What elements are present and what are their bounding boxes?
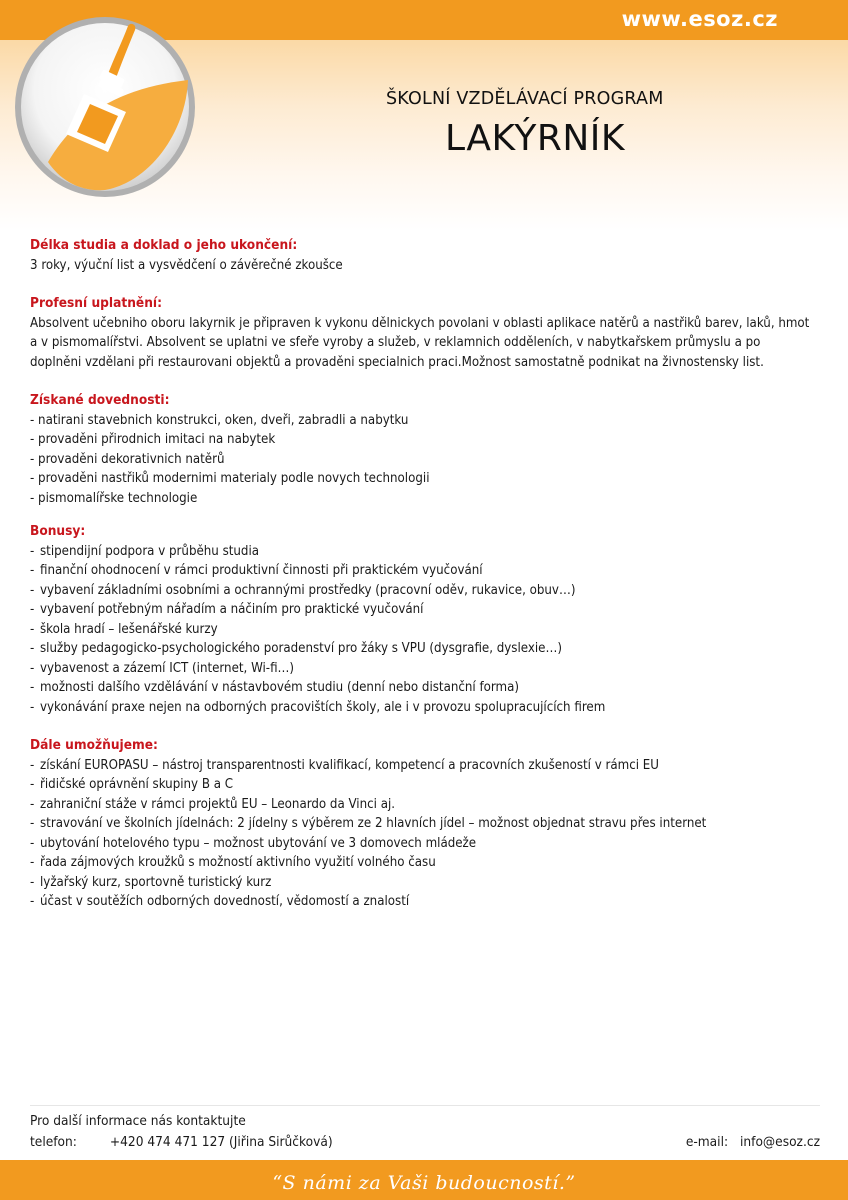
list-item: - služby pedagogicko-psychologického poradenství pro žáky s VPU (dysgrafie, dyslexie…)	[30, 641, 562, 656]
contact-heading: Pro další informace nás kontaktujte	[30, 1113, 246, 1129]
bonuses-heading: Bonusy:	[30, 523, 86, 539]
list-item: - účast v soutěžích odborných dovedností, vědomostí a znalostí	[30, 894, 410, 909]
duration-heading: Délka studia a doklad o jeho ukončení:	[30, 237, 298, 253]
footer-divider	[30, 1105, 820, 1106]
bonuses-list	[30, 542, 810, 718]
phone-value[interactable]: +420 474 471 127 (Jiřina Sirůčková)	[109, 1134, 333, 1150]
list-item: - provaděni dekorativnich natěrů	[30, 451, 225, 467]
list-item: - ubytování hotelového typu – možnost ubytování ve 3 domovech mládeže	[30, 835, 477, 851]
skills-list	[30, 411, 810, 509]
list-item: - vykonávání praxe nejen na odborných pracovištích školy, ale i v provozu spolupracujících firem	[30, 699, 606, 715]
list-item: - vybavení potřebným nářadím a náčiním pro praktické vyučování	[30, 602, 424, 617]
website-link[interactable]: www.esoz.cz	[621, 7, 778, 31]
list-item: - vybavení základními osobními a ochrannými prostředky (pracovní oděv, rukavice, obuv…)	[30, 582, 576, 598]
paintbrush-icon	[10, 12, 200, 202]
list-item: - pismomalířske technologie	[30, 490, 198, 506]
list-item: - lyžařský kurz, sportovně turistický kurz	[30, 874, 272, 890]
list-item: - stipendijní podpora v průběhu studia	[30, 543, 260, 559]
email-row	[686, 1134, 820, 1150]
more-list	[30, 756, 810, 912]
career-text: Absolvent učebniho oboru lakyrnik je připraven k vykonu dělnickych povolani v oblasti aplikace natěrů a nastřiků barev, laků, hmot a v pismomalířstvi. Absolvent se uplatni ve sfeře vyroby a služeb, v reklamnich odděleních, v nabytkařskem průmyslu a po doplněni vzdělani při restaurovani objektů a provaděni specialnich praci.Možnost samostatně podnikat na živnostensky list.	[30, 315, 810, 370]
list-item: - řidičské oprávnění skupiny B a C	[30, 777, 234, 792]
career-heading: Profesní uplatnění:	[30, 295, 162, 311]
email-label: e-mail:	[685, 1134, 729, 1150]
list-item: - provaděni nastřiků modernimi materialy podle novych technologii	[30, 471, 430, 486]
more-heading: Dále umožňujeme:	[30, 737, 158, 753]
slogan: “S námi za Vaši budoucností.”	[272, 1172, 576, 1194]
list-item: - vybavenost a zázemí ICT (internet, Wi-fi…)	[30, 660, 295, 676]
page-title: LAKÝRNÍK	[445, 118, 625, 159]
program-subtitle: ŠKOLNÍ VZDĚLÁVACÍ PROGRAM	[386, 89, 664, 109]
list-item: - získání EUROPASU – nástroj transparentnosti kvalifikací, kompetencí a pracovních zkušeností v rámci EU	[30, 757, 659, 773]
phone-label: telefon:	[30, 1134, 77, 1150]
list-item: - řada zájmových kroužků s možností aktivního využití volného času	[30, 855, 436, 870]
list-item: - možnosti dalšího vzdělávání v nástavbovém studiu (denní nebo distanční forma)	[30, 680, 520, 695]
list-item: - natirani stavebnich konstrukci, oken, dveři, zabradli a nabytku	[30, 412, 409, 428]
list-item: - škola hradí – lešenářské kurzy	[30, 621, 218, 637]
skills-heading: Získané dovednosti:	[30, 392, 170, 408]
email-link[interactable]: info@esoz.cz	[740, 1134, 820, 1150]
list-item: - provaděni přirodnich imitaci na nabytek	[30, 432, 276, 447]
duration-text: 3 roky, výuční list a vysvědčení o závěrečné zkoušce	[30, 257, 343, 273]
list-item: - zahraniční stáže v rámci projektů EU – Leonardo da Vinci aj.	[30, 796, 396, 812]
list-item: - stravování ve školních jídelnách: 2 jídelny s výběrem ze 2 hlavních jídel – možnost objednat stravu přes internet	[30, 816, 707, 831]
main-content	[30, 236, 810, 912]
list-item: - finanční ohodnocení v rámci produktivní činnosti při praktickém vyučování	[30, 563, 483, 578]
phone-row	[30, 1134, 333, 1150]
